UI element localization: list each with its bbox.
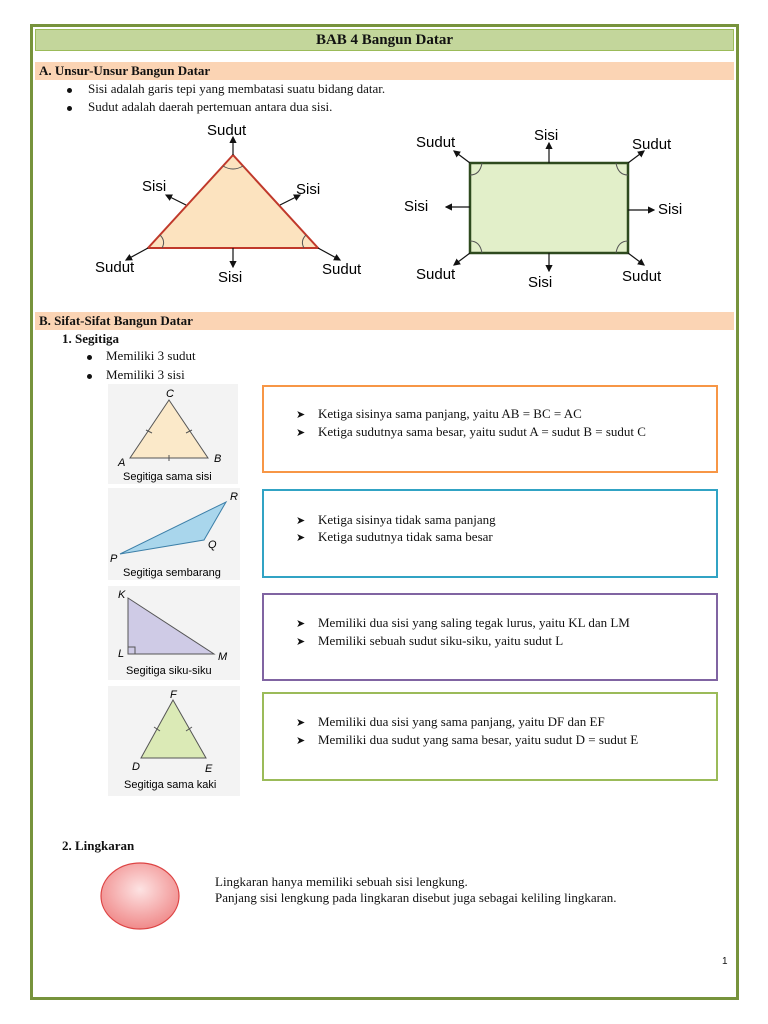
property-text: Ketiga sudutnya tidak sama besar [318,529,493,544]
vertex-label: D [132,761,140,773]
arrow-bullet-icon: ➤ [296,617,306,630]
segitiga-heading: 1. Segitiga [62,331,120,346]
property-text: Ketiga sisinya sama panjang, yaitu AB = BC = AC [318,406,582,421]
label-sudut: Sudut [95,259,135,276]
vertex-label: K [118,589,126,601]
equilateral-triangle-figure [108,384,238,484]
segitiga-bullet-sudut: Memiliki 3 sudut [106,348,196,363]
vertex-label: A [118,457,126,469]
bullet-icon [87,355,92,360]
property-line [296,632,563,650]
vertex-label: M [218,651,228,663]
property-line [296,614,630,632]
bullet-icon [87,374,92,379]
property-text: Memiliki dua sisi yang saling tegak lurus, yaitu KL dan LM [318,615,630,630]
bullet-icon [67,88,72,93]
vertex-label: L [118,648,125,660]
label-sudut: Sudut [622,268,662,285]
arrow-bullet-icon: ➤ [296,426,306,439]
label-sudut: Sudut [322,261,362,278]
lingkaran-heading: 2. Lingkaran [62,838,135,853]
label-sisi: Sisi [534,127,559,144]
bullet-sudut-definition: Sudut adalah daerah pertemuan antara dua sisi. [88,99,333,114]
label-sisi: Sisi [404,198,429,215]
property-text: Memiliki sebuah sudut siku-siku, yaitu sudut L [318,633,564,648]
property-line [296,511,496,529]
property-text: Ketiga sisinya tidak sama panjang [318,512,496,527]
property-text: Ketiga sudutnya sama besar, yaitu sudut A = sudut B = sudut C [318,424,646,439]
property-line [296,731,638,749]
figure-caption: Segitiga sembarang [123,567,221,579]
vertex-label: R [230,491,238,503]
label-sisi: Sisi [528,274,553,291]
bullet-icon [67,106,72,111]
lingkaran-line-2: Panjang sisi lengkung pada lingkaran disebut juga sebagai keliling lingkaran. [215,890,617,905]
label-sisi: Sisi [658,201,683,218]
label-sudut: Sudut [416,134,456,151]
property-text: Memiliki dua sudut yang sama besar, yaitu sudut D = sudut E [318,732,639,747]
label-sudut: Sudut [416,266,456,283]
scalene-triangle-figure [108,488,240,580]
label-sudut: Sudut [632,136,672,153]
figure-caption: Segitiga sama sisi [123,471,212,483]
vertex-label: E [205,763,213,775]
rectangle-elements-figure [400,117,705,293]
arrow-bullet-icon: ➤ [296,734,306,747]
lingkaran-line-1: Lingkaran hanya memiliki sebuah sisi lengkung. [215,874,468,889]
figure-caption: Segitiga siku-siku [126,665,212,677]
property-line [296,405,582,423]
bullet-sisi-definition: Sisi adalah garis tepi yang membatasi suatu bidang datar. [88,81,386,96]
arrow-bullet-icon: ➤ [296,514,306,527]
vertex-label: Q [208,539,217,551]
page-number: 1 [722,956,728,967]
vertex-label: F [170,689,177,701]
triangle-elements-figure [90,117,390,287]
page-title: BAB 4 Bangun Datar [35,29,734,51]
arrow-bullet-icon: ➤ [296,716,306,729]
property-line [296,713,605,731]
arrow-bullet-icon: ➤ [296,408,306,421]
section-a-heading: A. Unsur-Unsur Bangun Datar [35,62,734,80]
vertex-label: P [110,553,118,565]
label-sisi: Sisi [218,269,243,286]
vertex-label: C [166,388,174,400]
arrow-bullet-icon: ➤ [296,635,306,648]
right-triangle-figure [108,586,240,680]
property-text: Memiliki dua sisi yang sama panjang, yaitu DF dan EF [318,714,605,729]
property-line [296,423,646,441]
section-b-heading: B. Sifat-Sifat Bangun Datar [35,312,734,330]
arrow-bullet-icon: ➤ [296,531,306,544]
label-sisi: Sisi [296,181,321,198]
label-sisi: Sisi [142,178,167,195]
circle-figure [98,860,182,932]
property-line [296,528,493,546]
figure-caption: Segitiga sama kaki [124,779,217,791]
isosceles-triangle-figure [108,686,240,796]
label-sudut: Sudut [207,122,247,139]
segitiga-bullet-sisi: Memiliki 3 sisi [106,367,185,382]
vertex-label: B [214,453,222,465]
